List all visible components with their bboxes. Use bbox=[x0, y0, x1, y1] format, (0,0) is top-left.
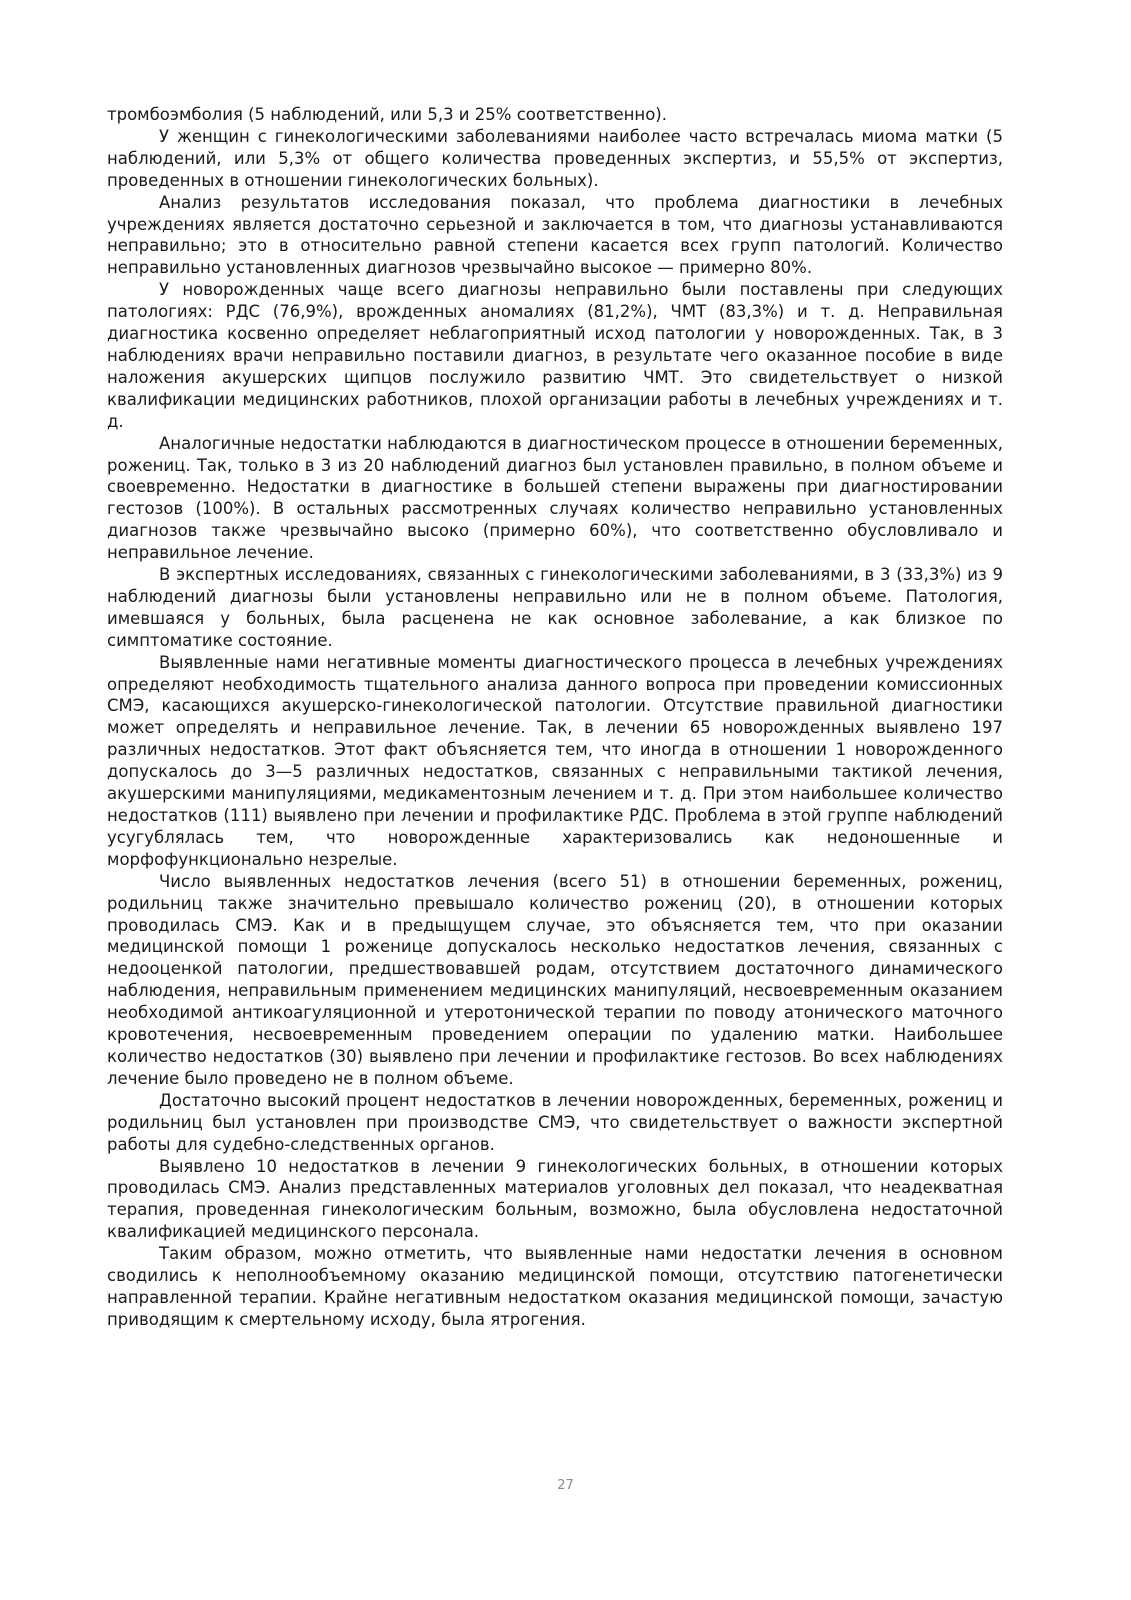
paragraph-1: тромбоэмболия (5 наблюдений, или 5,3 и 25% соответственно). bbox=[107, 105, 667, 124]
paragraph-5: Аналогичные недостатки наблюдаются в диагностическом процессе в отношении беременных, рожениц. Так, только в 3 из 20 наблюдений диагноз был установлен правильно, в полном объеме и своевременно. Недостатки в диагностике в большей степени выражены при диагностировании гестозов (100%). В остальных рассмотренных случаях количество неправильно установленных диагнозов также чрезвычайно высоко (примерно 60%), что соответственно обусловливало и неправильное лечение. bbox=[107, 433, 1003, 563]
paragraph-10: Выявлено 10 недостатков в лечении 9 гинекологических больных, в отношении которых проводилась СМЭ. Анализ представленных материалов уголовных дел показал, что неадекватная терапия, проведенная гинекологическим больным, возможно, была обусловлена недостаточной квалификацией медицинского персонала. bbox=[107, 1156, 1003, 1242]
page-number: 27 bbox=[557, 1478, 574, 1493]
paragraph-3: Анализ результатов исследования показал, что проблема диагностики в лечебных учреждениях является достаточно серьезной и заключается в том, что диагнозы устанавливаются неправильно; это в относительно равной степени касается всех групп патологий. Количество неправильно установленных диагнозов чрезвычайно высокое — примерно 80%. bbox=[107, 192, 1003, 278]
paragraph-6: В экспертных исследованиях, связанных с гинекологическими заболеваниями, в 3 (33,3%) из 9 наблюдений диагнозы были установлены неправильно или не в полном объеме. Патология, имевшаяся у больных, была расценена не как основное заболевание, а как близкое по симптоматике состояние. bbox=[107, 565, 1003, 650]
document-body bbox=[107, 104, 1003, 1331]
paragraph-2: У женщин с гинекологическими заболеваниями наиболее часто встречалась миома матки (5 наблюдений, или 5,3% от общего количества проведенных экспертиз, и 55,5% от экспертиз, проведенных в отношении гинекологических больных). bbox=[107, 126, 1003, 190]
paragraph-7: Выявленные нами негативные моменты диагностического процесса в лечебных учреждениях определяют необходимость тщательного анализа данного вопроса при проведении комиссионных СМЭ, касающихся акушерско-гинекологической патологии. Отсутствие правильной диагностики может определять и неправильное лечение. Так, в лечении 65 новорожденных выявлено 197 различных недостатков. Этот факт объясняется тем, что иногда в отношении 1 новорожденного допускалось до 3—5 различных недостатков, связанных с неправильными тактикой лечения, акушерскими манипуляциями, медикаментозным лечением и т. д. При этом наибольшее количество недостатков (111) выявлено при лечении и профилактике РДС. Проблема в этой группе наблюдений усугублялась тем, что новорожденные характеризовались как недоношенные и морфофункционально незрелые. bbox=[107, 652, 1003, 869]
paragraph-9: Достаточно высокий процент недостатков в лечении новорожденных, беременных, рожениц и родильниц был установлен при производстве СМЭ, что свидетельствует о важности экспертной работы для судебно-следственных органов. bbox=[107, 1090, 1003, 1154]
paragraph-4: У новорожденных чаще всего диагнозы неправильно были поставлены при следующих патологиях: РДС (76,9%), врожденных аномалиях (81,2%), ЧМТ (83,3%) и т. д. Неправильная диагностика косвенно определяет неблагоприятный исход патологии у новорожденных. Так, в 3 наблюдениях врачи неправильно поставили диагноз, в результате чего оказанное пособие в виде наложения акушерских щипцов послужило развитию ЧМТ. Это свидетельствует о низкой квалификации медицинских работников, плохой организации работы в лечебных учреждениях и т. д. bbox=[107, 280, 1003, 431]
paragraph-11: Таким образом, можно отметить, что выявленные нами недостатки лечения в основном сводились к неполнообъемному оказанию медицинской помощи, отсутствию патогенетически направленной терапии. Крайне негативным недостатком оказания медицинской помощи, зачастую приводящим к смертельному исходу, была ятрогения. bbox=[107, 1244, 1003, 1329]
paragraph-8: Число выявленных недостатков лечения (всего 51) в отношении беременных, рожениц, родильниц также значительно превышало количество рожениц (20), в отношении которых проводилась СМЭ. Как и в предыщущем случае, это объясняется тем, что при оказании медицинской помощи 1 роженице допускалось несколько недостатков лечения, связанных с недооценкой патологии, предшествовавшей родам, отсутствием достаточного динамического наблюдения, неправильным применением медицинских манипуляций, несвоевременным оказанием необходимой антикоагуляционной и утеротонической терапии по поводу атонического маточного кровотечения, несвоевременным проведением операции по удалению матки. Наибольшее количество недостатков (30) выявлено при лечении и профилактике гестозов. Во всех наблюдениях лечение было проведено не в полном объеме. bbox=[107, 871, 1003, 1088]
